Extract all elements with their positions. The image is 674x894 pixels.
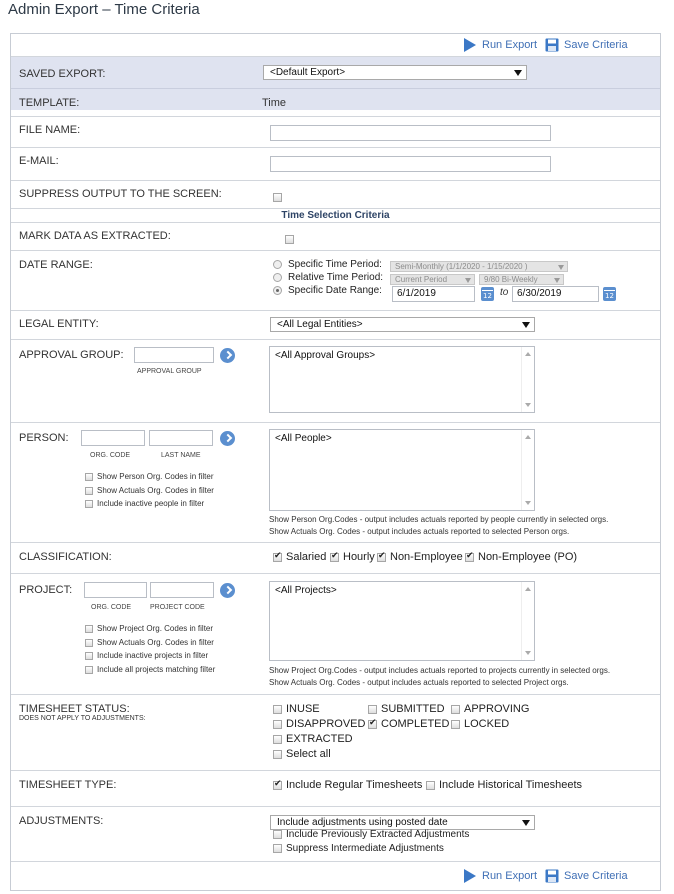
- file-name-input[interactable]: [270, 125, 551, 141]
- chevron-down-icon: [558, 265, 564, 270]
- project-code-input[interactable]: [150, 582, 214, 598]
- legal-entity-select[interactable]: [270, 317, 535, 332]
- chevron-down-icon: [522, 820, 530, 826]
- run-export-label: Run Export: [482, 39, 538, 51]
- criteria-panel: [10, 33, 661, 891]
- project-option[interactable]: Show Project Org. Codes in filter: [85, 624, 213, 633]
- timesheet-type-checkbox[interactable]: [426, 781, 435, 790]
- project-option-checkbox[interactable]: [85, 625, 93, 633]
- chevron-down-icon: [514, 70, 522, 76]
- relative-time-period-option[interactable]: [273, 272, 383, 283]
- project-note: Show Project Org.Codes - output includes actuals reported to projects currently in selected orgs.: [269, 666, 611, 675]
- specific-date-range-radio[interactable]: [273, 286, 282, 295]
- relative-time-period-select[interactable]: [390, 274, 475, 285]
- specific-date-range-option[interactable]: [273, 285, 382, 296]
- email-label: E-MAIL:: [19, 155, 59, 167]
- run-export-button[interactable]: [464, 38, 537, 52]
- status-checkbox[interactable]: [368, 720, 377, 729]
- saved-export-label: SAVED EXPORT:: [19, 68, 106, 80]
- save-criteria-label: Save Criteria: [564, 39, 628, 51]
- list-item[interactable]: <All People>: [275, 433, 332, 444]
- classification-option[interactable]: ✔ Non-Employee (PO): [465, 551, 577, 563]
- adjustments-value: Include adjustments using posted date: [277, 817, 448, 828]
- calendar-icon[interactable]: [603, 287, 616, 301]
- classification-option[interactable]: ✔ Non-Employee: [377, 551, 463, 563]
- project-org-code-input[interactable]: [84, 582, 147, 598]
- adjustments-option[interactable]: Include Previously Extracted Adjustments: [273, 829, 469, 840]
- project-label: PROJECT:: [19, 584, 73, 596]
- person-option-checkbox[interactable]: [85, 487, 93, 495]
- date-range-label: DATE RANGE:: [19, 259, 93, 271]
- save-criteria-label: Save Criteria: [564, 870, 628, 882]
- classification-checkbox[interactable]: [465, 553, 474, 562]
- person-org-code-input[interactable]: [81, 430, 145, 446]
- adjustments-checkbox[interactable]: [273, 830, 282, 839]
- approval-group-label: APPROVAL GROUP:: [19, 349, 124, 361]
- person-note: Show Person Org.Codes - output includes actuals reported by people currently in selected orgs.: [269, 515, 609, 524]
- run-icon: [464, 38, 476, 52]
- run-export-label: Run Export: [482, 870, 538, 882]
- date-from-input[interactable]: 6/1/2019: [392, 286, 475, 302]
- classification-checkbox[interactable]: [330, 553, 339, 562]
- classification-option[interactable]: ✔ Salaried: [273, 551, 326, 563]
- project-listbox[interactable]: [269, 581, 535, 661]
- save-icon: [545, 38, 559, 52]
- chevron-down-icon: [522, 322, 530, 328]
- timesheet-status-label: TIMESHEET STATUS:: [19, 703, 130, 715]
- status-option[interactable]: APPROVING: [451, 703, 529, 715]
- status-checkbox[interactable]: [368, 705, 377, 714]
- save-icon: [545, 869, 559, 883]
- adjustments-option[interactable]: Suppress Intermediate Adjustments: [273, 843, 444, 854]
- person-go-icon[interactable]: [220, 431, 235, 446]
- status-option[interactable]: Select all: [273, 748, 331, 760]
- person-option[interactable]: Show Actuals Org. Codes in filter: [85, 486, 214, 495]
- run-icon: [464, 869, 476, 883]
- legal-entity-value: <All Legal Entities>: [277, 319, 363, 330]
- project-option[interactable]: Show Actuals Org. Codes in filter: [85, 638, 214, 647]
- approval-group-go-icon[interactable]: [220, 348, 235, 363]
- chevron-down-icon: [554, 278, 560, 283]
- specific-time-period-option[interactable]: [273, 259, 382, 270]
- project-option-checkbox[interactable]: [85, 652, 93, 660]
- approval-group-input[interactable]: [134, 347, 214, 363]
- status-option[interactable]: INUSE: [273, 703, 320, 715]
- specific-time-period-label: Specific Time Period:: [288, 259, 382, 270]
- classification-checkbox[interactable]: [377, 553, 386, 562]
- suppress-output-checkbox[interactable]: [273, 193, 282, 202]
- person-option-checkbox[interactable]: [85, 500, 93, 508]
- bottom-action-bar: [464, 869, 628, 883]
- person-last-name-caption: LAST NAME: [161, 452, 201, 459]
- timesheet-type-option[interactable]: Include Historical Timesheets: [426, 779, 582, 791]
- timesheet-type-option[interactable]: ✔ Include Regular Timesheets: [273, 779, 422, 791]
- timesheet-type-checkbox[interactable]: [273, 781, 282, 790]
- specific-date-range-label: Specific Date Range:: [288, 285, 382, 296]
- relative-time-period-value: Current Period: [395, 275, 448, 284]
- relative-time-period-label: Relative Time Period:: [288, 272, 384, 283]
- calendar-icon[interactable]: [481, 287, 494, 301]
- relative-time-period-radio[interactable]: [273, 273, 282, 282]
- template-label: TEMPLATE:: [19, 97, 80, 109]
- scrollbar[interactable]: [521, 430, 534, 510]
- person-note: Show Actuals Org. Codes - output includes actuals reported to selected Person orgs.: [269, 527, 570, 536]
- chevron-up-icon: [525, 587, 531, 591]
- date-to-label: to: [500, 287, 509, 298]
- file-name-label: FILE NAME:: [19, 124, 81, 136]
- person-option[interactable]: Include inactive people in filter: [85, 499, 204, 508]
- time-selection-criteria-title: Time Selection Criteria: [281, 210, 390, 221]
- specific-time-period-radio[interactable]: [273, 260, 282, 269]
- person-label: PERSON:: [19, 432, 69, 444]
- project-code-caption: PROJECT CODE: [150, 604, 205, 611]
- person-listbox[interactable]: [269, 429, 535, 511]
- specific-time-period-value: Semi-Monthly (1/1/2020 - 1/15/2020 ): [395, 262, 528, 271]
- scrollbar[interactable]: [521, 582, 534, 660]
- status-option[interactable]: DISAPPROVED: [273, 718, 365, 730]
- status-option[interactable]: LOCKED: [451, 718, 509, 730]
- status-option[interactable]: ✔ COMPLETED: [368, 718, 449, 730]
- status-checkbox[interactable]: [451, 720, 460, 729]
- list-item[interactable]: <All Projects>: [275, 585, 337, 596]
- status-checkbox[interactable]: [451, 705, 460, 714]
- save-criteria-button[interactable]: [545, 38, 628, 52]
- mark-extracted-label: MARK DATA AS EXTRACTED:: [19, 230, 171, 242]
- project-go-icon[interactable]: [220, 583, 235, 598]
- chevron-down-icon: [525, 403, 531, 407]
- classification-option[interactable]: ✔ Hourly: [330, 551, 375, 563]
- approval-group-listbox[interactable]: [269, 346, 535, 413]
- save-criteria-button[interactable]: [545, 869, 628, 883]
- top-action-bar: [464, 38, 628, 52]
- status-option[interactable]: SUBMITTED: [368, 703, 445, 715]
- project-org-code-caption: ORG. CODE: [91, 604, 132, 611]
- status-checkbox[interactable]: [273, 705, 282, 714]
- email-input[interactable]: [270, 156, 551, 172]
- chevron-down-icon: [525, 651, 531, 655]
- timesheet-status-sublabel: DOES NOT APPLY TO ADJUSTMENTS:: [19, 715, 146, 722]
- run-export-button[interactable]: [464, 869, 537, 883]
- chevron-up-icon: [525, 435, 531, 439]
- person-org-code-caption: ORG. CODE: [90, 452, 131, 459]
- project-option[interactable]: Include all projects matching filter: [85, 665, 215, 674]
- adjustments-checkbox[interactable]: [273, 844, 282, 853]
- status-checkbox[interactable]: [273, 735, 282, 744]
- approval-group-caption: APPROVAL GROUP: [137, 368, 202, 375]
- scrollbar[interactable]: [521, 347, 534, 412]
- list-item[interactable]: <All Approval Groups>: [275, 350, 376, 361]
- person-last-name-input[interactable]: [149, 430, 213, 446]
- pay-period-value: 9/80 Bi-Weekly: [484, 275, 538, 284]
- adjustments-select[interactable]: [270, 815, 535, 830]
- status-checkbox[interactable]: [273, 720, 282, 729]
- chevron-up-icon: [525, 352, 531, 356]
- project-option[interactable]: Include inactive projects in filter: [85, 651, 208, 660]
- template-value: Time: [262, 97, 287, 109]
- status-checkbox[interactable]: [273, 750, 282, 759]
- classification-label: CLASSIFICATION:: [19, 551, 112, 563]
- page-title: Admin Export – Time Criteria: [8, 1, 200, 18]
- saved-export-select[interactable]: [263, 65, 527, 80]
- classification-checkbox[interactable]: [273, 553, 282, 562]
- project-option-checkbox[interactable]: [85, 639, 93, 647]
- chevron-down-icon: [465, 278, 471, 283]
- person-option[interactable]: Show Person Org. Codes in filter: [85, 472, 214, 481]
- mark-extracted-checkbox[interactable]: [285, 235, 294, 244]
- project-note: Show Actuals Org. Codes - output includes actuals reported to selected Project orgs.: [269, 678, 569, 687]
- status-option[interactable]: EXTRACTED: [273, 733, 353, 745]
- project-option-checkbox[interactable]: [85, 666, 93, 674]
- date-to-input[interactable]: 6/30/2019: [512, 286, 599, 302]
- suppress-output-label: SUPPRESS OUTPUT TO THE SCREEN:: [19, 188, 222, 200]
- chevron-down-icon: [525, 501, 531, 505]
- person-option-checkbox[interactable]: [85, 473, 93, 481]
- adjustments-label: ADJUSTMENTS:: [19, 815, 104, 827]
- saved-export-value: <Default Export>: [270, 67, 346, 78]
- timesheet-type-label: TIMESHEET TYPE:: [19, 779, 117, 791]
- pay-period-select[interactable]: [479, 274, 564, 285]
- legal-entity-label: LEGAL ENTITY:: [19, 318, 99, 330]
- specific-time-period-select[interactable]: [390, 261, 568, 272]
